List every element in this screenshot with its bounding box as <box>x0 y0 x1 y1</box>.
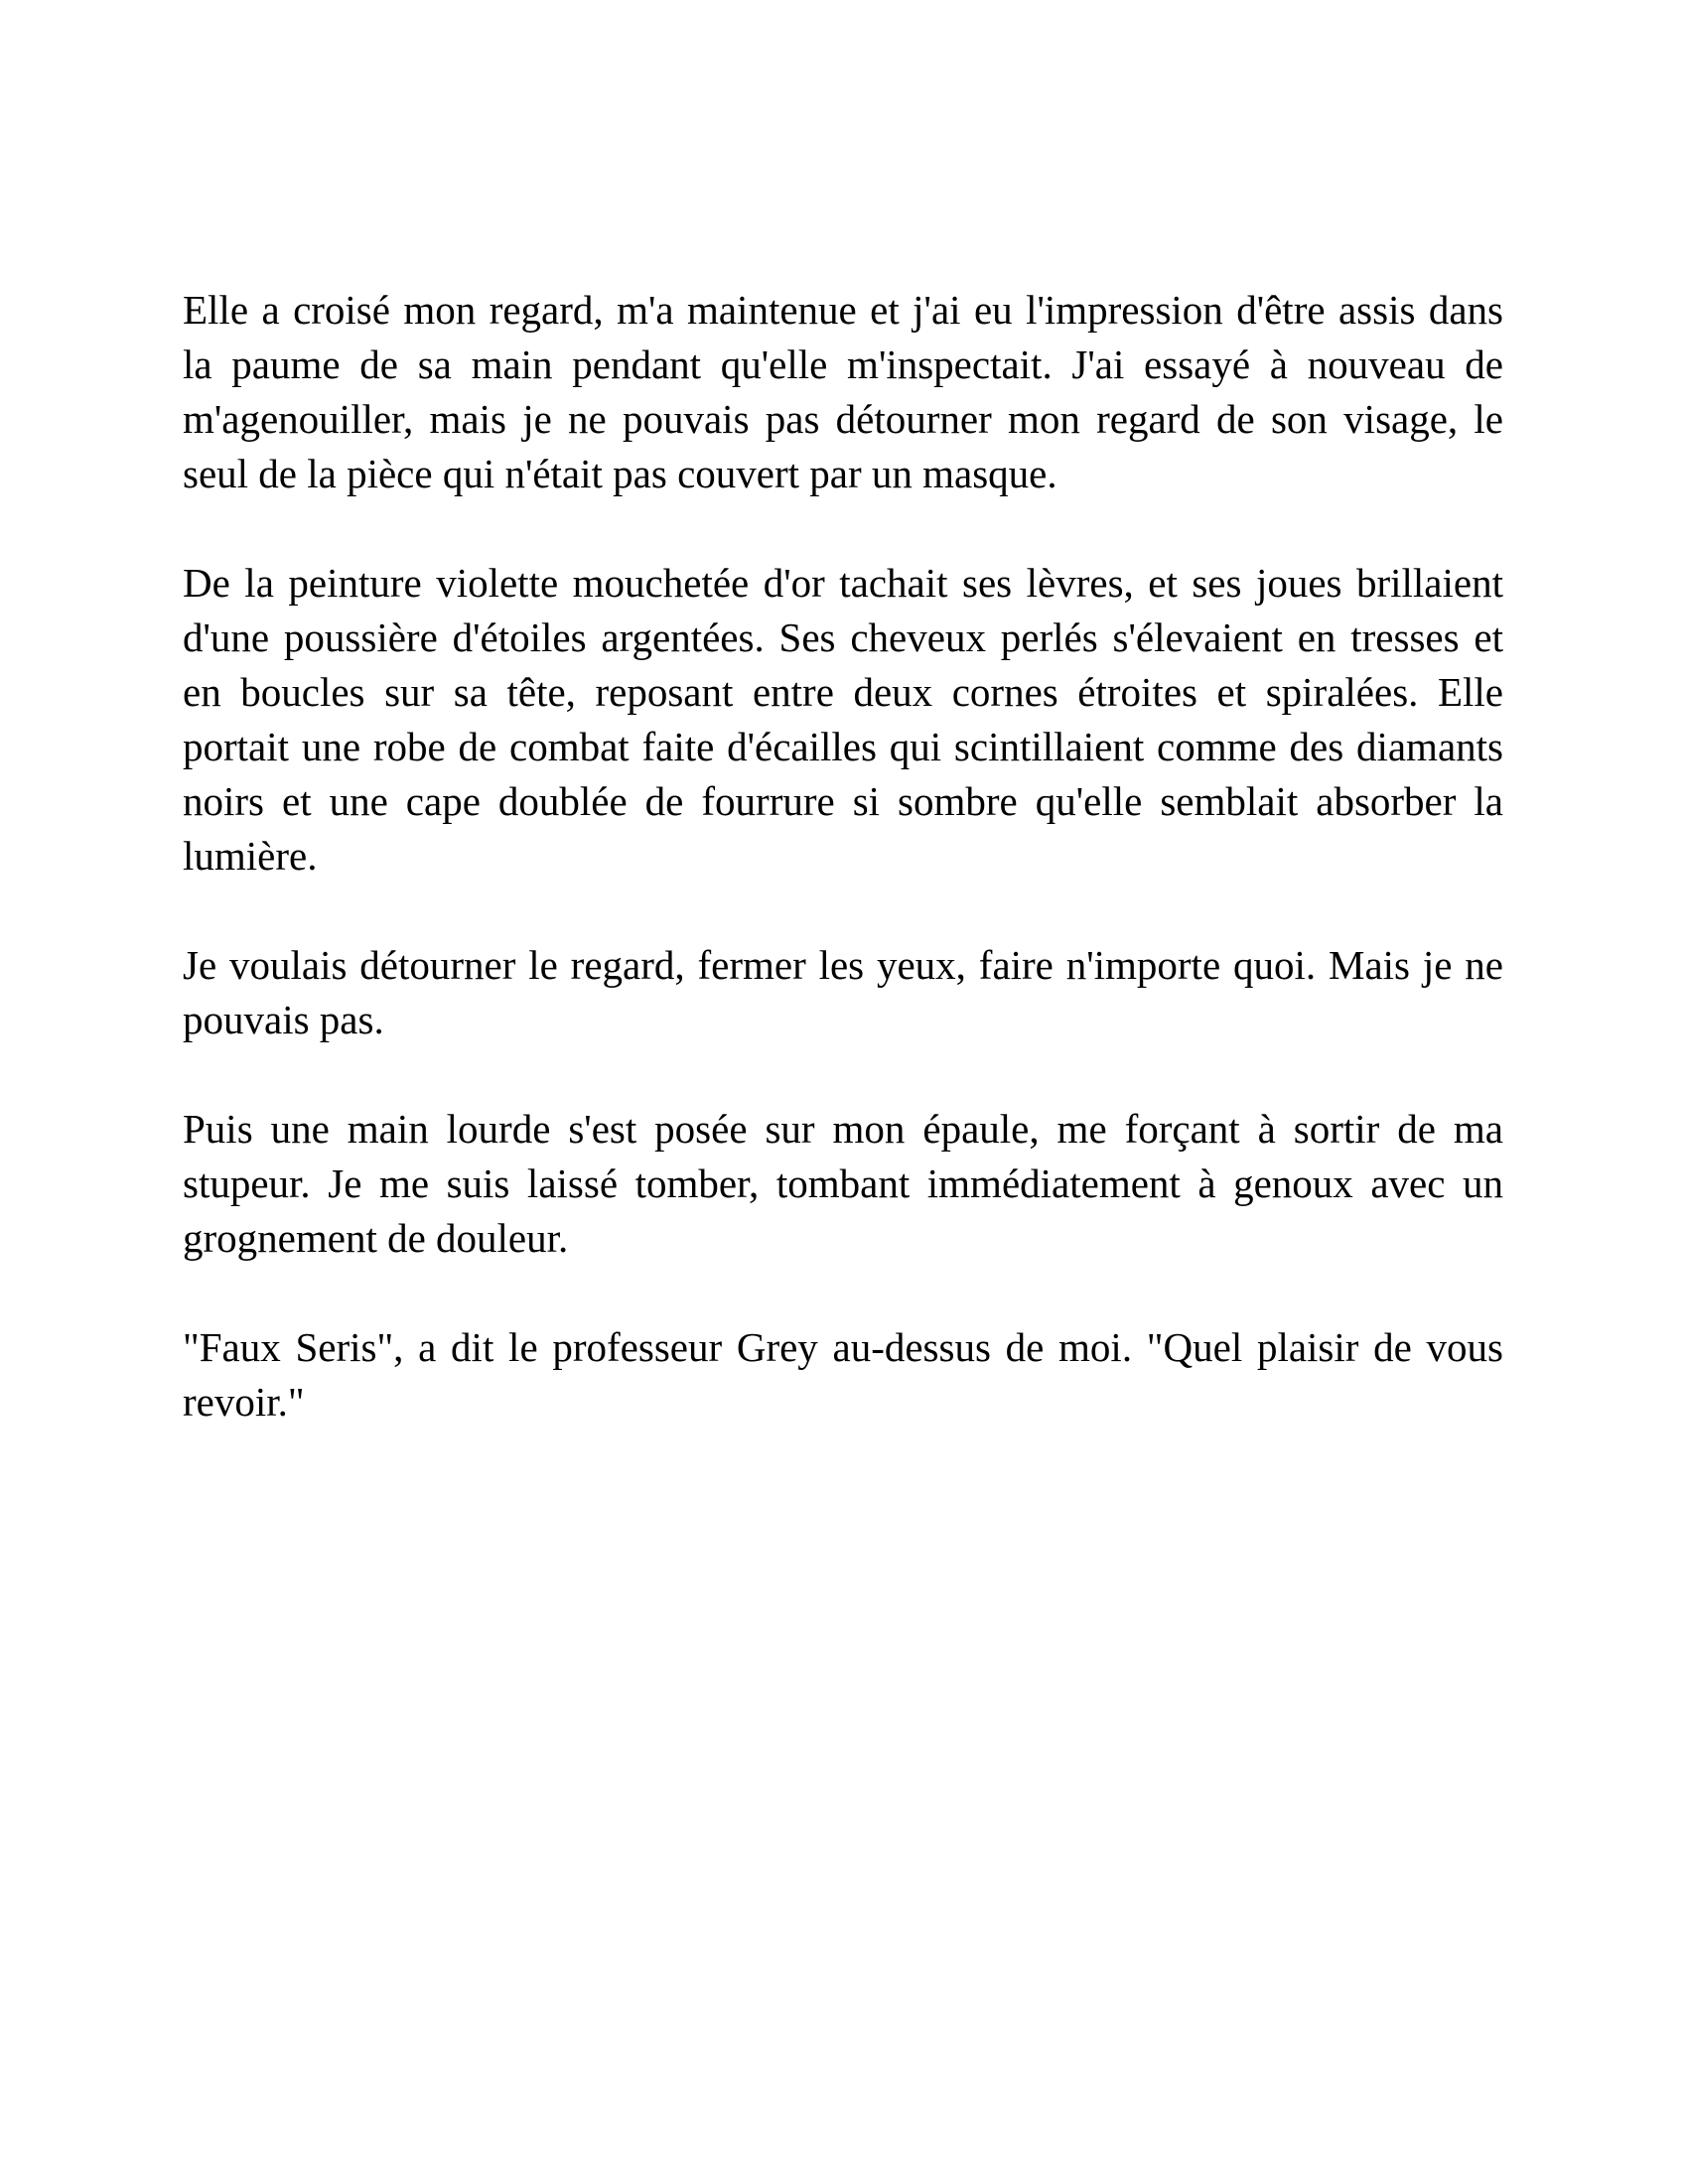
text-line: revoir." <box>183 1379 305 1425</box>
paragraph-5 <box>183 1320 1503 1430</box>
text-line: la paume de sa main pendant qu'elle m'inspectait. J'ai essayé à nouveau de <box>183 341 1503 387</box>
text-line: "Faux Seris", a dit le professeur Grey au-dessus de moi. "Quel plaisir de vous <box>183 1324 1503 1370</box>
text-line: lumière. <box>183 833 318 879</box>
text-line: Elle a croisé mon regard, m'a maintenue et j'ai eu l'impression d'être assis dans <box>183 287 1503 333</box>
text-line: Je voulais détourner le regard, fermer les yeux, faire n'importe quoi. Mais je ne <box>183 942 1503 988</box>
paragraph-4 <box>183 1102 1503 1266</box>
text-line: en boucles sur sa tête, reposant entre deux cornes étroites et spiralées. Elle <box>183 669 1503 715</box>
text-line: grognement de douleur. <box>183 1215 569 1261</box>
text-line: d'une poussière d'étoiles argentées. Ses cheveux perlés s'élevaient en tresses et <box>183 614 1503 660</box>
paragraph-3 <box>183 938 1503 1047</box>
text-line: seul de la pièce qui n'était pas couvert par un masque. <box>183 451 1057 496</box>
text-line: pouvais pas. <box>183 997 384 1042</box>
text-line: noirs et une cape doublée de fourrure si sombre qu'elle semblait absorber la <box>183 778 1503 824</box>
text-line: Puis une main lourde s'est posée sur mon épaule, me forçant à sortir de ma <box>183 1106 1503 1152</box>
text-line: stupeur. Je me suis laissé tomber, tombant immédiatement à genoux avec un <box>183 1160 1503 1206</box>
text-line: portait une robe de combat faite d'écailles qui scintillaient comme des diamants <box>183 724 1503 769</box>
document-body <box>183 283 1503 1484</box>
text-line: De la peinture violette mouchetée d'or tachait ses lèvres, et ses joues brillaient <box>183 560 1503 606</box>
paragraph-2 <box>183 556 1503 884</box>
text-line: m'agenouiller, mais je ne pouvais pas détourner mon regard de son visage, le <box>183 396 1503 442</box>
paragraph-1 <box>183 283 1503 501</box>
